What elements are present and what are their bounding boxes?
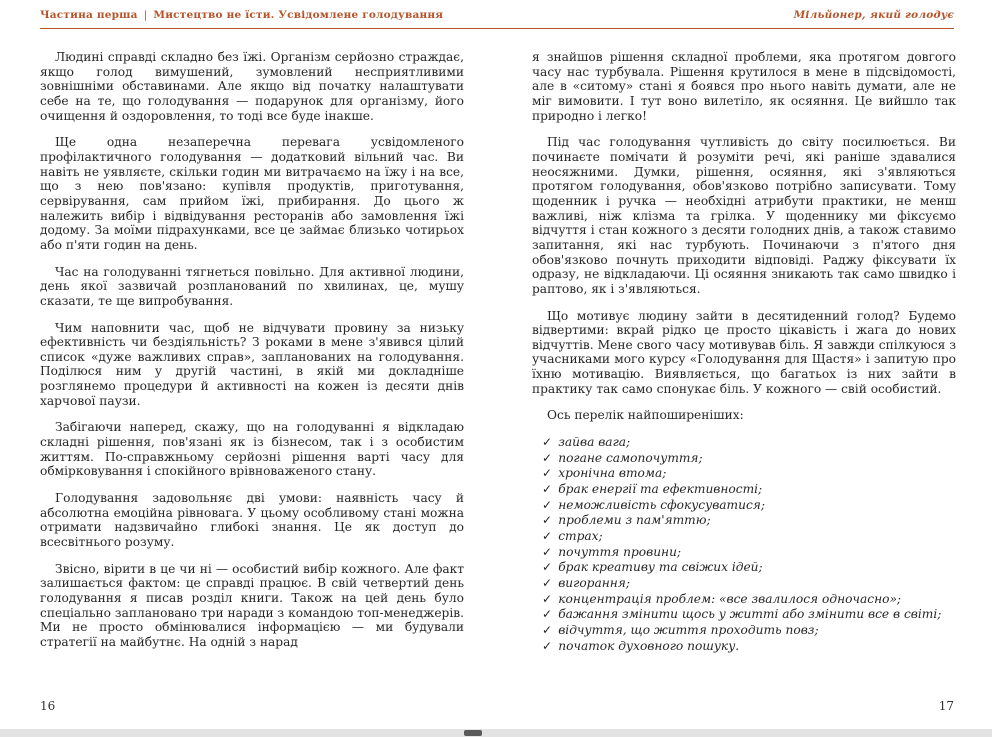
part-label: Частина перша [40,9,138,21]
paragraph: Час на голодуванні тягнеться повільно. Для активної людини, день якої зазвичай розпланований по хвилинах, це, мушу сказати, те ще випробування. [40,264,464,308]
list-item-label: неможливість сфокусуватися; [558,497,765,512]
list-item [542,466,956,481]
check-icon: ✓ [542,529,553,544]
list-item [542,482,956,497]
check-icon: ✓ [542,560,553,575]
list-item [542,576,956,591]
check-icon: ✓ [542,450,553,465]
page-number-right: 17 [938,699,954,713]
left-page [40,50,464,662]
paragraph: Чим наповнити час, щоб не відчувати провину за низьку ефективність чи бездіяльність? З роками в мене з'явився цілий список «дуже важливих справ», запланованих на голодування. Поділюся ним у другій частині, в якій ми докладніше розглянемо процедури й активності на кожен із десяти днів харчової паузи. [40,320,464,408]
list-item-label: бажання змінити щось у житті або змінити все в світі; [558,607,942,622]
list-item [542,639,956,654]
list-intro: Ось перелік найпоширеніших: [547,408,744,423]
list-item [542,435,956,450]
check-icon: ✓ [542,466,553,481]
paragraph: Під час голодування чутливість до світу посилюється. Ви починаєте помічати й розуміти речі, які раніше здавалися неосяжними. Думки, рішення, осяяння, які з'являються протягом голодування, обов'язково потрібно записувати. Тому щоденник і ручка — необхідні атрибути практики, не менш важливі, ніж клізма та грілка. У щоденнику ми фіксуємо відчуття і стан кожного з десяти голодних днів, а також ставимо запитання, які нас турбують. Починаючи з п'ятого дня обов'язково почнуть приходити відповіді. Раджу фіксувати їх одразу, не відкладаючи. Ці осяяння зникають так само швидко і раптово, як і з'являються. [532,135,956,296]
check-icon: ✓ [542,482,553,497]
check-icon: ✓ [542,497,553,512]
paragraph: Звісно, вірити в це чи ні — особистий вибір кожного. Але факт залишається фактом: це справді працює. В свій четвертий день голодування я писав розділ книги. Також на цей день було спеціально заплановано три наради з командою топ-менеджерів. Ми не просто обмінювалися інформацією — ми будували стратегії на майбутнє. На одній з нарад [40,561,464,649]
list-item [542,529,956,544]
list-item [542,607,956,622]
check-icon: ✓ [542,544,553,559]
check-icon: ✓ [542,513,553,528]
check-icon: ✓ [542,607,553,622]
list-item-label: проблеми з пам'яттю; [558,513,711,528]
list-item-label: відчуття, що життя проходить повз; [558,622,819,637]
list-item [542,498,956,513]
list-item-label: концентрація проблем: «все звалилося одночасно»; [558,591,902,606]
check-icon: ✓ [542,622,553,637]
check-icon: ✓ [542,638,553,653]
paragraph: я знайшов рішення складної проблеми, яка протягом довгого часу нас турбувала. Рішення крутилося в мене в підсвідомості, але в «ситому» стані я боявся про нього навіть думати, але не міг вимовити. І тут воно вилетіло, як осяяння. Це вийшло так природно і легко! [532,50,956,123]
list-item [542,560,956,575]
bottom-scrollbar[interactable] [0,729,992,737]
list-item-label: початок духовного пошуку. [558,638,740,653]
running-header-left [40,9,443,21]
check-icon: ✓ [542,591,553,606]
check-icon: ✓ [542,576,553,590]
list-item [542,623,956,638]
paragraph: Що мотивує людину зайти в десятиденний голод? Будемо відвертими: вкрай рідко це просто цікавість і жага до нових відчуттів. Мене свого часу мотивував біль. Я завжди спілкуюся з учасниками мого курсу «Голодування для Щастя» і запитую про їхню мотивацію. Виявляється, що багатьох із них зайти в практику так само спонукає біль. У кожного — свій особистий. [532,308,956,396]
motivation-checklist [532,435,956,653]
check-icon: ✓ [542,435,553,450]
list-item-label: погане самопочуття; [558,450,703,465]
list-item-label: почуття провини; [558,544,682,559]
page-number-left: 16 [40,699,56,713]
list-item-label: зайва вага; [558,435,631,450]
list-item-label: брак енергії та ефективності; [558,482,763,497]
list-item [542,451,956,466]
list-item-label: вигорання; [558,576,630,590]
list-item-label: хронічна втома; [558,466,667,481]
list-item [542,592,956,607]
right-page [532,50,956,654]
running-header [40,9,954,29]
list-item [542,545,956,560]
list-item-label: страх; [558,529,603,544]
header-separator: | [143,9,148,21]
list-item [542,513,956,528]
scrollbar-handle[interactable] [464,730,482,736]
list-item-label: брак креативу та свіжих ідей; [558,560,763,575]
running-header-right: Мільйонер, який голодує [793,9,954,21]
paragraph: Забігаючи наперед, скажу, що на голодуванні я відкладаю складні рішення, пов'язані як із бізнесом, так і з особистим життям. По-справжньому серйозні рішення варті часу для обмірковування і спокійного врівноваженого стану. [40,420,464,479]
paragraph: Ще одна незаперечна перевага усвідомленого профілактичного голодування — додатковий вільний час. Ви навіть не уявляєте, скільки годин ми витрачаємо на їжу і на все, що з нею пов'язано: купівля продуктів, приготування, сервірування, сам прийом їжі, прибирання. До цього ж належить вибір і відвідування ресторанів або замовлення їжі додому. За моїми підрахунками, все це займає близько чотирьох або п'яти годин на день. [40,135,464,252]
paragraph: Людині справді складно без їжі. Організм серйозно страждає, якщо голод вимушений, зумовлений несприятливими зовнішніми обставинами. Але якщо від початку налаштувати себе на те, що голодування — подарунок для організму, його очищення й оздоровлення, то тоді все буде інакше. [40,50,464,123]
paragraph: Голодування задовольняє дві умови: наявність часу й абсолютна емоційна рівновага. У цьому особливому стані можна отримати надзвичайно глибокі знання. Це як доступ до всесвітнього розуму. [40,491,464,550]
chapter-title: Мистецтво не їсти. Усвідомлене голодування [153,9,444,21]
